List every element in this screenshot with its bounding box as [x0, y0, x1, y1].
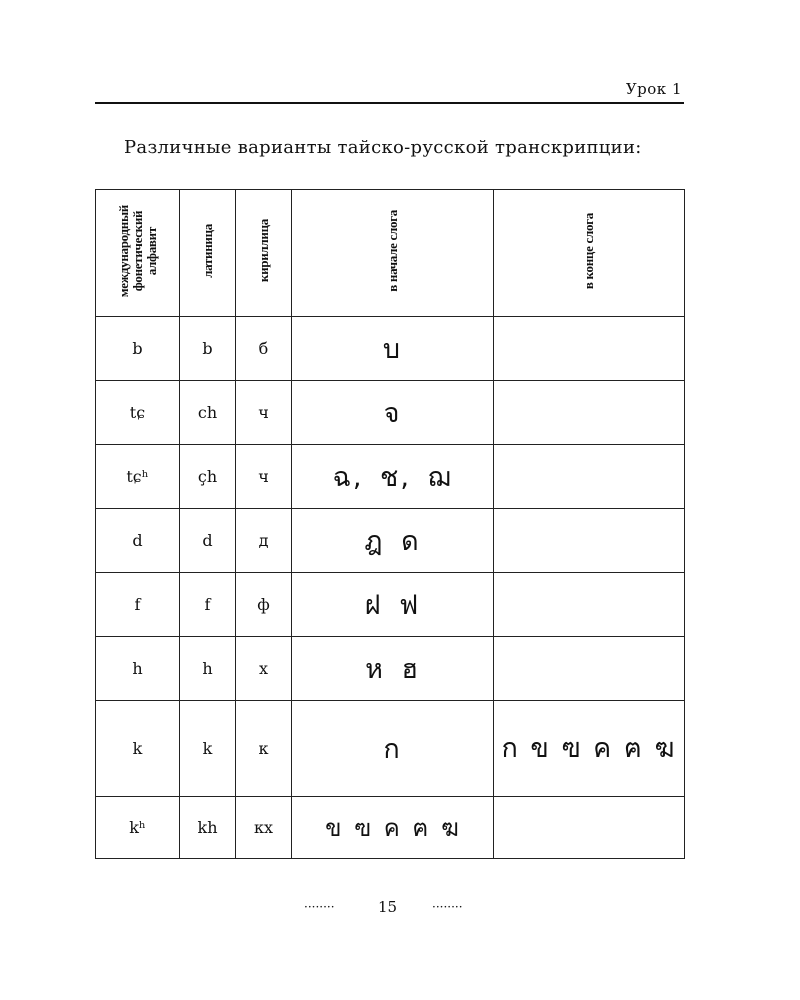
cyrillic-cell: ч	[236, 381, 292, 445]
latin-cell: h	[180, 637, 236, 701]
latin-cell: k	[180, 701, 236, 797]
latin-cell: d	[180, 509, 236, 573]
thai-end-cell	[494, 381, 685, 445]
cyrillic-cell: кх	[236, 797, 292, 859]
table-row	[96, 701, 685, 797]
thai-end-cell	[494, 317, 685, 381]
cyrillic-cell: ч	[236, 445, 292, 509]
latin-cell: çh	[180, 445, 236, 509]
ipa-cell: tɕʰ	[96, 445, 180, 509]
page-number: 15	[378, 898, 398, 916]
footer-dots-left: ········	[304, 900, 335, 914]
thai-end-cell	[494, 573, 685, 637]
thai-start-cell: ฝ ฟ	[292, 573, 494, 637]
section-heading: Различные варианты тайско-русской транскрипции:	[124, 137, 642, 158]
cyrillic-cell: д	[236, 509, 292, 573]
thai-start-cell: บ	[292, 317, 494, 381]
thai-start-cell: ห ฮ	[292, 637, 494, 701]
cyrillic-cell: к	[236, 701, 292, 797]
latin-cell: f	[180, 573, 236, 637]
header-latin: латиница	[180, 190, 236, 317]
header-cyrillic: кириллица	[236, 190, 292, 317]
ipa-cell: h	[96, 637, 180, 701]
thai-start-cell: ฎ ด	[292, 509, 494, 573]
thai-end-cell: ก ข ฃ ค ฅ ฆ	[494, 701, 685, 797]
thai-end-cell	[494, 509, 685, 573]
thai-end-cell	[494, 637, 685, 701]
header-syllable-end: в конце слога	[494, 190, 685, 317]
cyrillic-cell: х	[236, 637, 292, 701]
lesson-header: Урок 1	[625, 80, 682, 98]
ipa-cell: k	[96, 701, 180, 797]
table-row	[96, 637, 685, 701]
transcription-table	[95, 189, 685, 859]
table-row	[96, 445, 685, 509]
footer-dots-right: ········	[432, 900, 463, 914]
ipa-cell: b	[96, 317, 180, 381]
table-row	[96, 573, 685, 637]
thai-start-cell: ก	[292, 701, 494, 797]
table-row	[96, 381, 685, 445]
ipa-cell: tɕ	[96, 381, 180, 445]
table-row	[96, 509, 685, 573]
header-divider	[95, 102, 684, 104]
thai-start-cell: จ	[292, 381, 494, 445]
thai-end-cell	[494, 797, 685, 859]
latin-cell: b	[180, 317, 236, 381]
header-syllable-start: в начале слога	[292, 190, 494, 317]
header-ipa: международный фонетический алфавит	[96, 190, 180, 317]
ipa-cell: d	[96, 509, 180, 573]
thai-start-cell: ฉ, ช, ฌ	[292, 445, 494, 509]
latin-cell: kh	[180, 797, 236, 859]
table-row	[96, 317, 685, 381]
cyrillic-cell: б	[236, 317, 292, 381]
latin-cell: ch	[180, 381, 236, 445]
thai-end-cell	[494, 445, 685, 509]
table-header-row	[96, 190, 685, 317]
cyrillic-cell: ф	[236, 573, 292, 637]
ipa-cell: f	[96, 573, 180, 637]
table-row	[96, 797, 685, 859]
thai-start-cell: ข ฃ ค ฅ ฆ	[292, 797, 494, 859]
ipa-cell: kʰ	[96, 797, 180, 859]
